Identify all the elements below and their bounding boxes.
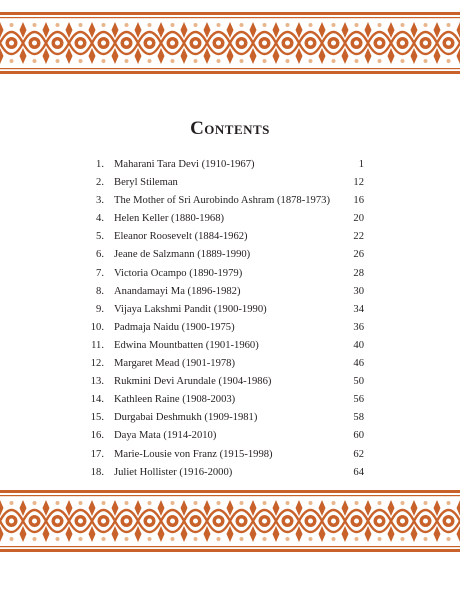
table-of-contents — [82, 156, 364, 482]
toc-entry-page: 1 — [358, 159, 364, 170]
bottom-ornamental-border — [0, 490, 460, 552]
toc-entry-title: Durgabai Deshmukh (1909-1981) — [114, 412, 258, 424]
toc-entry-title: Padmaja Naidu (1900-1975) — [114, 321, 235, 333]
toc-entry-title: Anandamayi Ma (1896-1982) — [114, 285, 241, 297]
toc-entry[interactable] — [82, 409, 364, 427]
toc-entry-number: 17. — [90, 448, 104, 460]
toc-entry[interactable] — [82, 192, 364, 210]
toc-entry[interactable] — [82, 210, 364, 228]
toc-entry-number: 12. — [90, 358, 104, 370]
toc-entry-title: Vijaya Lakshmi Pandit (1900-1990) — [114, 303, 267, 315]
toc-entry-number: 9. — [96, 303, 104, 315]
toc-entry-title: Daya Mata (1914-2010) — [114, 430, 217, 442]
toc-entry-title: Juliet Hollister (1916-2000) — [114, 466, 233, 478]
toc-entry-title: Maharani Tara Devi (1910-1967) — [114, 159, 255, 170]
toc-entry-number: 10. — [90, 321, 104, 333]
toc-entry[interactable] — [82, 319, 364, 337]
toc-entry-page: 50 — [353, 376, 364, 388]
toc-entry[interactable] — [82, 355, 364, 373]
toc-entry-page: 34 — [353, 303, 364, 315]
toc-entry-page: 12 — [353, 177, 364, 189]
toc-entry-page: 62 — [353, 448, 364, 460]
toc-entry-number: 7. — [96, 267, 104, 279]
toc-entry-title: Rukmini Devi Arundale (1904-1986) — [114, 376, 272, 388]
toc-entry-number: 16. — [90, 430, 104, 442]
toc-entry-title: Helen Keller (1880-1968) — [114, 213, 225, 225]
toc-entry-number: 11. — [91, 339, 104, 351]
toc-entry-page: 26 — [353, 249, 364, 261]
toc-entry[interactable] — [82, 246, 364, 264]
toc-entry-number: 3. — [96, 195, 104, 207]
page-title: Contents — [190, 118, 270, 139]
toc-entry-title: Victoria Ocampo (1890-1979) — [114, 267, 243, 279]
toc-entry-number: 15. — [90, 412, 104, 424]
toc-entry-page: 36 — [353, 321, 364, 333]
toc-entry-number: 5. — [96, 231, 104, 243]
toc-entry-number: 4. — [96, 213, 104, 225]
toc-entry[interactable] — [82, 373, 364, 391]
toc-entry[interactable] — [82, 391, 364, 409]
toc-entry-page: 64 — [353, 466, 364, 478]
toc-entry[interactable] — [82, 464, 364, 482]
toc-entry[interactable] — [82, 337, 364, 355]
toc-entry[interactable] — [82, 174, 364, 192]
toc-entry-title: Beryl Stileman — [114, 177, 178, 189]
toc-entry-number: 14. — [90, 394, 104, 406]
toc-entry[interactable] — [82, 156, 364, 174]
toc-entry-number: 6. — [96, 249, 104, 261]
toc-entry-page: 28 — [353, 267, 364, 279]
toc-entry-title: Margaret Mead (1901-1978) — [114, 358, 236, 370]
toc-entry-page: 56 — [353, 394, 364, 406]
toc-entry-title: Marie-Lousie von Franz (1915-1998) — [114, 448, 273, 460]
top-ornamental-border — [0, 12, 460, 74]
toc-entry-page: 46 — [353, 358, 364, 370]
toc-entry-title: Jeane de Salzmann (1889-1990) — [114, 249, 251, 261]
toc-entry-title: Eleanor Roosevelt (1884-1962) — [114, 231, 248, 243]
toc-entry-title: The Mother of Sri Aurobindo Ashram (1878-1973) — [114, 195, 330, 207]
toc-entry-page: 20 — [353, 213, 364, 225]
toc-entry[interactable] — [82, 446, 364, 464]
toc-entry-number: 1. — [96, 159, 104, 170]
toc-entry-number: 13. — [90, 376, 104, 388]
toc-entry[interactable] — [82, 427, 364, 445]
toc-entry-page: 30 — [353, 285, 364, 297]
toc-entry[interactable] — [82, 265, 364, 283]
toc-entry-number: 2. — [96, 177, 104, 189]
toc-entry-page: 40 — [353, 339, 364, 351]
toc-entry-page: 16 — [353, 195, 364, 207]
toc-entry-number: 8. — [96, 285, 104, 297]
toc-entry-page: 58 — [353, 412, 364, 424]
toc-entry-title: Edwina Mountbatten (1901-1960) — [114, 339, 259, 351]
toc-entry[interactable] — [82, 301, 364, 319]
toc-entry-page: 60 — [353, 430, 364, 442]
toc-entry[interactable] — [82, 283, 364, 301]
toc-entry-page: 22 — [353, 231, 364, 243]
toc-entry[interactable] — [82, 228, 364, 246]
toc-entry-number: 18. — [90, 466, 104, 478]
toc-entry-title: Kathleen Raine (1908-2003) — [114, 394, 236, 406]
